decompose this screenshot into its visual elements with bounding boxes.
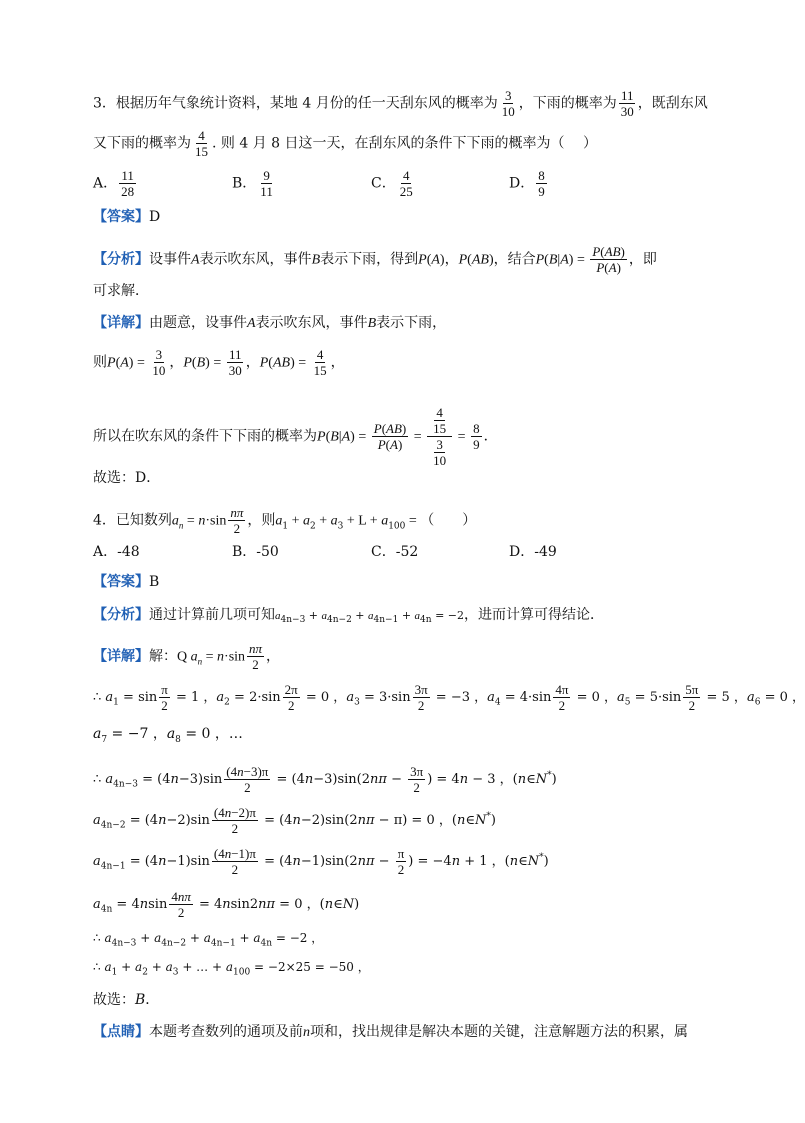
- q3-stem-line2: 又下雨的概率为 $\frac{4}{15}$ . 则 4 月 8 日这一天，在刮东风的条件下下雨的概率为（ ）: [93, 128, 597, 159]
- q3-detail-line3: 所以在吹东风的条件下下雨的概率为P(B|A) = $\frac{P(AB)}{P(A)}$ = $\frac{\frac{4}{15}}{\frac{3}{10}}$ = $\frac{8}{9}$ ．: [93, 405, 498, 468]
- q4-formula-2: $a_{4n-2} = (4n-2)\sin$ $\frac{(4n-2)\pi}{2}$ = (4n−2)sin(2nπ − π) = 0 ，(n∈N*): [93, 805, 496, 836]
- q4-analysis: 【分析】通过计算前几项可知$a_{4n-3} + a_{4n-2} + a_{4n-1} + a_{4n} = -2$，进而计算可得结论．: [93, 607, 605, 626]
- detail-tag: 【详解】: [93, 315, 149, 331]
- q3-stem-text: 3．根据历年气象统计资料，某地 4 月份的任一天刮东风的概率为: [93, 95, 498, 112]
- q3-detail-line2: 则P(A) = $\frac{3}{10}$ ，P(B) = $\frac{11}{30}$ ，P(AB) = $\frac{4}{15}$ ，: [93, 347, 345, 378]
- detail-tag: 【详解】: [93, 648, 149, 665]
- analysis-tag: 【分析】: [93, 607, 149, 623]
- q3-analysis-line2: 可求解．: [93, 283, 149, 299]
- fraction: $\frac{11}{30}$: [620, 88, 634, 119]
- q3-choose: 故选：D．: [93, 470, 161, 486]
- q3-option-b[interactable]: B． $\frac{9}{11}$: [232, 168, 273, 199]
- q4-detail: 【详解】解：Q $a_n = n\cdot\sin$ $\frac{n\pi}{2}$ ，: [93, 641, 281, 672]
- q4-terms-2: $a_7 = -7$ ，$a_8 = 0$ ，…: [93, 726, 243, 745]
- answer-tag: 【答案】: [93, 209, 149, 225]
- q3-option-c[interactable]: C． $\frac{4}{25}$: [371, 168, 413, 199]
- q4-option-a[interactable]: A．-48: [93, 544, 140, 560]
- q4-formula-4: $a_{4n} = 4nsin$ $\frac{4n\pi}{2}$ = 4nsin2nπ = 0 ，(n∈N): [93, 889, 360, 920]
- answer-tag: 【答案】: [93, 574, 149, 590]
- q3-option-d[interactable]: D． $\frac{8}{9}$: [509, 168, 545, 199]
- q4-stem: 4．已知数列$a_n = n\cdot\sin$ $\frac{n\pi}{2}$ ，则$a_1 + a_2 + a_3 + L + a_{100}$ = （ ）: [93, 505, 477, 536]
- q3-stem-line1: 3．根据历年气象统计资料，某地 4 月份的任一天刮东风的概率为 $\frac{3}{10}$ ，下雨的概率为 $\frac{11}{30}$ ，既刮东风: [93, 88, 708, 119]
- q3-option-a[interactable]: A． $\frac{11}{28}$: [93, 168, 135, 199]
- q3-answer: 【答案】D: [93, 209, 161, 225]
- comment-tag: 【点睛】: [93, 1024, 149, 1040]
- q4-option-d[interactable]: D．-49: [509, 544, 557, 560]
- q4-terms-1: ∴ $a_1 = \sin$ $\frac{\pi}{2}$ = 1 ，$a_2 = 2\cdot\sin$ $\frac{2\pi}{2}$ = 0 ，$a_3 = 3\cdot\sin$ $\frac{3\pi}{2}$ = −3 ，$a_4 = 4\cdot\sin$ $\frac{4\pi}{2}$ = 0 ，$a_5 = 5\cdot\sin$ $\frac{5\pi}{2}$ = 5 ，$a_6 = 0$ ，: [93, 682, 805, 713]
- q3-detail: 【详解】由题意，设事件A表示吹东风，事件B表示下雨，: [93, 315, 447, 331]
- q4-comment: 【点睛】本题考查数列的通项及前n项和，找出规律是解决本题的关键，注意解题方法的积累，属: [93, 1024, 688, 1040]
- q4-choose: 故选：B．: [93, 992, 160, 1008]
- analysis-tag: 【分析】: [93, 251, 149, 268]
- q4-formula-1: ∴ $a_{4n-3} = (4n-3)\sin$ $\frac{(4n-3)\pi}{2}$ = (4n−3)sin(2nπ − $\frac{3\pi}{2}$ ) = 4n − 3 ，(n∈N*): [93, 764, 557, 795]
- q4-option-c[interactable]: C．-52: [371, 544, 419, 560]
- q4-answer: 【答案】B: [93, 574, 160, 590]
- q4-sum-group: ∴ $a_{4n-3} + a_{4n-2} + a_{4n-1} + a_{4n} = -2$ ，: [93, 931, 324, 949]
- q4-formula-3: $a_{4n-1} = (4n-1)\sin$ $\frac{(4n-1)\pi}{2}$ = (4n−1)sin(2nπ − $\frac{\pi}{2}$ ) = −4n + 1 ，(n∈N*): [93, 846, 549, 877]
- q4-option-b[interactable]: B．-50: [232, 544, 279, 560]
- fraction: $\frac{4}{15}$: [195, 128, 208, 159]
- q3-analysis: 【分析】设事件A表示吹东风，事件B表示下雨，得到P(A)，P(AB)，结合P(B|A) = $\frac{P(AB)}{P(A)}$ ，即: [93, 244, 657, 275]
- fraction: $\frac{3}{10}$: [501, 88, 515, 119]
- q4-sum-total: ∴ $a_1 + a_2 + a_3$ + … + $a_{100} = -2\times 25 = -50$ ，: [93, 960, 370, 978]
